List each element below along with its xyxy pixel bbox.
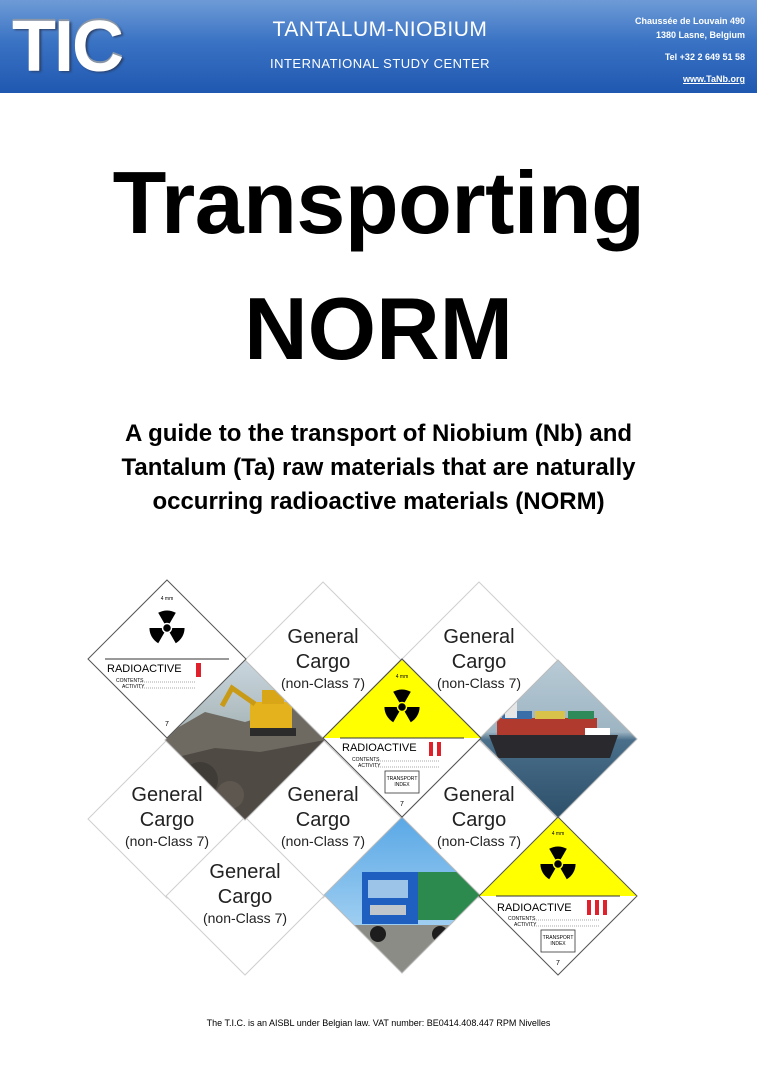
gc-text: Cargo <box>451 809 507 831</box>
activity-text: ACTIVITY <box>514 922 537 928</box>
gc-text: Cargo <box>451 651 507 673</box>
subtitle: A guide to the transport of Niobium (Nb) and Tantalum (Ta) raw materials that are naturally occurring radioactive materials (NORM) <box>121 420 636 515</box>
category-bar <box>587 900 591 915</box>
gc-text: General <box>131 784 203 806</box>
address-line-1: Chaussée de Louvain 490 <box>634 16 745 26</box>
activity-text: ACTIVITY <box>122 684 145 690</box>
website-link[interactable]: www.TaNb.org <box>683 74 745 84</box>
gc-text: (non-Class 7) <box>436 833 522 849</box>
activity-text: ACTIVITY <box>358 763 381 769</box>
size-mark: 4 mm <box>395 674 409 680</box>
phone: Tel +32 2 649 51 58 <box>664 52 745 62</box>
class-number: 7 <box>400 801 404 808</box>
contents-text: CONTENTS <box>508 916 536 922</box>
gc-text: General <box>287 626 359 648</box>
class-number: 7 <box>556 960 560 967</box>
gc-text: (non-Class 7) <box>280 833 366 849</box>
size-mark: 4 mm <box>160 596 174 602</box>
footer-legal: The T.I.C. is an AISBL under Belgian law. VAT number: BE0414.408.447 RPM Nivelles <box>206 1018 551 1028</box>
contents-text: CONTENTS <box>116 678 144 684</box>
gc-text: General <box>443 784 515 806</box>
gc-text: (non-Class 7) <box>124 833 210 849</box>
address-line-2: 1380 Lasne, Belgium <box>655 30 745 40</box>
category-bar <box>595 900 599 915</box>
gc-text: (non-Class 7) <box>280 675 366 691</box>
transport-text: TRANSPORT <box>542 935 574 941</box>
gc-text: Cargo <box>217 886 273 908</box>
title-line-1: Transporting <box>112 153 645 252</box>
gc-text: (non-Class 7) <box>436 675 522 691</box>
gc-text: General <box>209 861 281 883</box>
gc-text: Cargo <box>295 651 351 673</box>
category-bar <box>603 900 607 915</box>
category-bar <box>429 742 433 756</box>
radioactive-text: RADIOACTIVE <box>107 663 182 675</box>
contents-text: CONTENTS <box>352 757 380 763</box>
class-number: 7 <box>165 721 169 728</box>
gc-text: General <box>287 784 359 806</box>
index-text: INDEX <box>550 941 566 947</box>
gc-text: General <box>443 626 515 648</box>
category-bar <box>196 663 201 677</box>
index-text: INDEX <box>394 782 410 788</box>
title-line-2: NORM <box>244 279 513 378</box>
org-name: TANTALUM-NIOBIUM <box>272 18 488 41</box>
org-subtitle: INTERNATIONAL STUDY CENTER <box>269 56 491 71</box>
transport-text: TRANSPORT <box>386 776 418 782</box>
category-bar <box>437 742 441 756</box>
size-mark: 4 mm <box>551 831 565 837</box>
tic-logo: TIC <box>12 6 122 86</box>
radioactive-text: RADIOACTIVE <box>497 902 572 914</box>
gc-text: Cargo <box>295 809 351 831</box>
radioactive-text: RADIOACTIVE <box>342 742 417 754</box>
gc-text: Cargo <box>139 809 195 831</box>
gc-text: (non-Class 7) <box>202 910 288 926</box>
